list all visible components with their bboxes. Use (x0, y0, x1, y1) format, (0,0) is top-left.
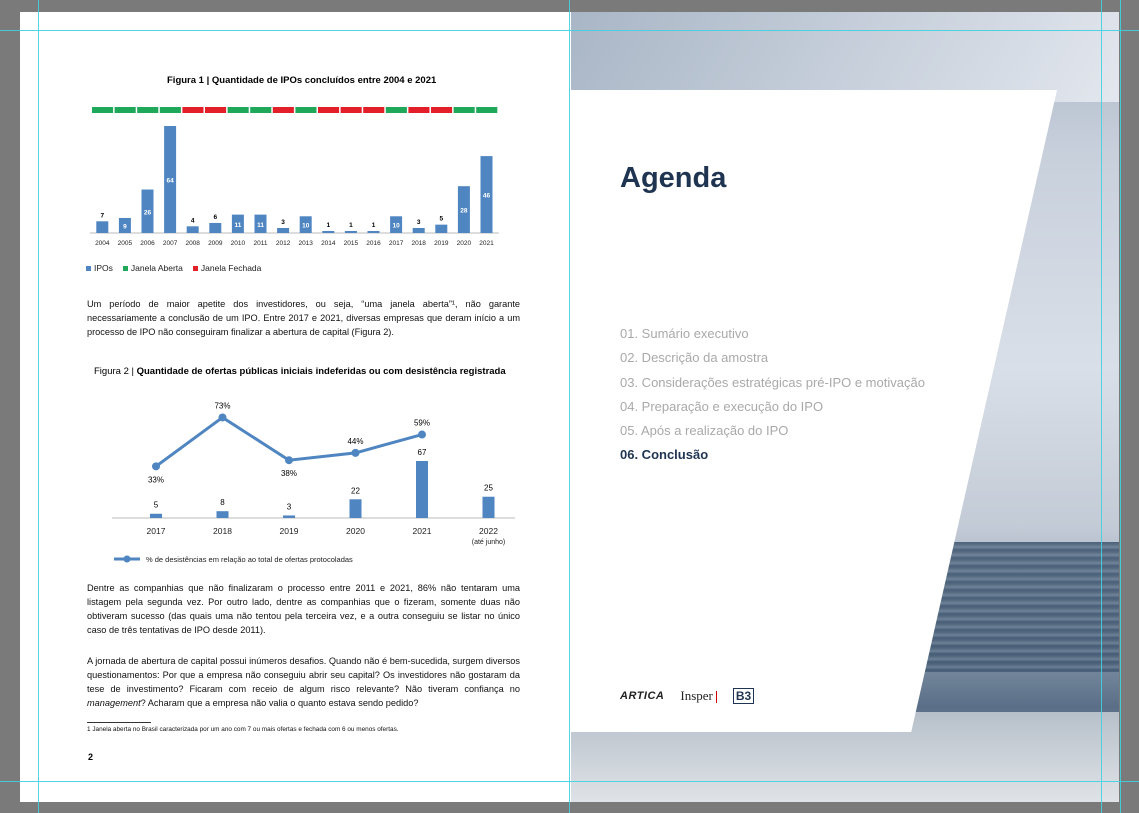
window-strip-segment (408, 107, 429, 113)
window-strip-segment (205, 107, 226, 113)
window-strip-segment (454, 107, 475, 113)
offers-bar (217, 511, 229, 518)
x-tick-label: 2018 (411, 240, 426, 247)
offers-value-label: 67 (417, 448, 427, 457)
x-tick-label: 2020 (456, 240, 472, 247)
window-strip-segment (431, 107, 452, 113)
window-strip-segment (363, 107, 384, 113)
legend-point-swatch (124, 556, 131, 563)
paragraph-1: Um período de maior apetite dos investidores, ou seja, “uma janela aberta”¹, não garante necessariamente a conclusão de um IPO. Entre 2017 e 2021, diversas empresas que deram início a um processo de IPO não conseguiram finalizar a abertura de capital (Figura 2). (87, 299, 520, 337)
paragraph-2: Dentre as companhias que não finalizaram o processo entre 2011 e 2021, 86% não tentaram uma listagem pela segunda vez. Por outro lado, dentre as companhias que o fizeram, somente duas não obtiveram sucesso (das quais uma não tentou pela terceira vez, e a outra conseguiu se listar no único caso de três tentativas de IPO desde 2011). (87, 583, 520, 635)
ipo-bar (413, 228, 425, 233)
ipo-bar (187, 226, 199, 233)
withdrawal-pct-label: 44% (347, 436, 364, 446)
figure2-title-prefix: Figura 2 | (94, 366, 137, 377)
ipo-bar (96, 221, 108, 233)
withdrawal-pct-point (352, 449, 360, 457)
x-tick-label: 2019 (279, 526, 299, 536)
x-tick-label: 2015 (343, 240, 359, 247)
paragraph-3: A jornada de abertura de capital possui inúmeros desafios. Quando não é bem-sucedida, surgem diversos questionamentos: Por que a empresa não conseguiu abrir seu capital? Os investidores não gostaram da tese de investimento? Ficaram com receio de algum risco relevante? Não tiveram confiança no management? Acharam que a empresa não valia o quanto estava sendo pedido? (87, 656, 520, 708)
figure2-title (94, 366, 506, 377)
withdrawal-pct-point (285, 456, 293, 464)
agenda-item-1[interactable]: 01. Sumário executivo (620, 326, 749, 341)
window-strip-segment (250, 107, 271, 113)
window-strip-segment (386, 107, 407, 113)
x-tick-sublabel: (até junho) (471, 539, 506, 546)
ipo-bar (435, 225, 447, 233)
figure1-title-text: Quantidade de IPOs concluídos entre 2004 e 2021 (211, 75, 437, 86)
window-strip-segment (228, 107, 249, 113)
x-tick-label: 2006 (140, 240, 155, 247)
withdrawal-pct-label: 73% (214, 401, 231, 411)
x-tick-label: 2014 (321, 240, 336, 247)
ipo-bar (345, 231, 357, 233)
ipo-value-label: 5 (439, 215, 444, 223)
window-strip-segment (160, 107, 181, 113)
x-tick-label: 2010 (230, 240, 246, 247)
agenda-item-2[interactable]: 02. Descrição da amostra (620, 350, 769, 366)
ipo-value-label: 26 (143, 209, 152, 217)
layout-guide (1120, 0, 1121, 813)
ipo-value-label: 1 (349, 222, 353, 229)
agenda-list (620, 326, 925, 472)
page-number: 2 (88, 752, 94, 762)
x-tick-label: 2021 (479, 240, 494, 247)
figure2-title-text: Quantidade de ofertas públicas iniciais indeferidas ou com desistência registrada (136, 366, 506, 377)
ipo-bar (209, 223, 221, 233)
ipo-value-label: 64 (166, 177, 174, 185)
x-tick-label: 2020 (346, 526, 365, 536)
ipo-value-label: 11 (234, 221, 242, 229)
window-strip-segment (137, 107, 158, 113)
artica-logo: ARTICA (620, 690, 665, 702)
x-tick-label: 2013 (298, 240, 313, 247)
agenda-item-3[interactable]: 03. Considerações estratégicas pré-IPO e motivação (620, 374, 925, 390)
withdrawal-pct-point (152, 462, 160, 470)
x-tick-label: 2012 (275, 240, 291, 247)
window-strip-segment (476, 107, 497, 113)
ipo-value-label: 6 (213, 213, 218, 221)
x-tick-label: 2017 (146, 526, 166, 536)
x-tick-label: 2011 (253, 240, 268, 247)
x-tick-label: 2017 (388, 240, 404, 247)
left-page (20, 12, 571, 802)
withdrawal-pct-point (418, 431, 426, 439)
ipo-value-label: 1 (326, 222, 331, 229)
window-strip-segment (273, 107, 294, 113)
ipo-value-label: 7 (100, 212, 105, 220)
ipo-bar (277, 228, 289, 233)
offers-bar (416, 461, 428, 518)
x-tick-label: 2019 (434, 240, 449, 247)
legend-closed-window: Janela Fechada (193, 263, 262, 273)
offers-value-label: 3 (286, 502, 292, 512)
insper-logo: Insper (680, 688, 717, 704)
ipo-bar (322, 231, 334, 233)
right-page (571, 12, 1119, 802)
x-tick-label: 2009 (208, 240, 223, 247)
x-tick-label: 2021 (412, 526, 432, 536)
offers-value-label: 8 (220, 498, 225, 508)
withdrawal-pct-label: 59% (413, 418, 431, 428)
agenda-item-4[interactable]: 04. Preparação e execução do IPO (620, 398, 824, 414)
ipo-value-label: 11 (257, 221, 264, 229)
ipo-value-label: 10 (392, 222, 400, 230)
withdrawal-pct-label: 38% (280, 469, 298, 479)
withdrawals-combo-chart (90, 390, 520, 568)
agenda-item-5[interactable]: 05. Após a realização do IPO (620, 423, 789, 439)
figure1-title (167, 75, 436, 86)
footnote: 1 Janela aberta no Brasil caracterizada por um ano com 7 ou mais ofertas e fechada com 6 ou menos ofertas. (87, 726, 399, 733)
offers-bar (150, 514, 162, 518)
x-tick-label: 2004 (95, 240, 110, 247)
layout-guide (0, 30, 1139, 31)
b3-logo: B3 (733, 688, 754, 704)
layout-guide (1101, 0, 1102, 813)
legend-ipos: IPOs (86, 263, 113, 273)
ipo-value-label: 9 (123, 223, 127, 231)
x-tick-label: 2007 (162, 240, 178, 247)
ipo-value-label: 3 (281, 218, 285, 226)
x-tick-label: 2018 (213, 526, 232, 536)
ipo-value-label: 1 (371, 222, 376, 229)
offers-bar (483, 497, 495, 518)
figure2-legend-label: % de desistências em relação ao total de ofertas protocoladas (146, 555, 353, 564)
ipo-value-label: 3 (416, 218, 421, 226)
figure1-legend (86, 263, 261, 273)
layout-guide (569, 0, 570, 813)
ipo-bar-chart (80, 100, 510, 255)
x-tick-label: 2005 (117, 240, 133, 247)
ipo-value-label: 28 (460, 207, 468, 215)
window-strip-segment (182, 107, 203, 113)
legend-open-window: Janela Aberta (123, 263, 183, 273)
agenda-item-6[interactable]: 06. Conclusão (620, 447, 709, 463)
footnote-divider (87, 722, 151, 723)
withdrawal-pct-point (219, 413, 227, 421)
layout-guide (0, 781, 1139, 782)
offers-value-label: 22 (351, 486, 360, 496)
withdrawal-pct-label: 33% (147, 475, 165, 485)
x-tick-label: 2022 (479, 526, 498, 536)
ipo-value-label: 4 (190, 217, 195, 225)
ipo-value-label: 10 (302, 222, 310, 230)
x-tick-label: 2016 (366, 240, 381, 247)
offers-bar (283, 515, 295, 518)
offers-value-label: 5 (153, 500, 159, 510)
ipo-value-label: 46 (482, 192, 491, 200)
sail-photo-top (571, 12, 1119, 102)
layout-guide (38, 0, 39, 813)
ipo-bar (368, 231, 380, 233)
agenda-title: Agenda (620, 162, 727, 194)
window-strip-segment (295, 107, 316, 113)
window-strip-segment (115, 107, 136, 113)
offers-bar (350, 499, 362, 518)
figure1-title-prefix: Figura 1 | (167, 75, 212, 86)
x-tick-label: 2008 (185, 240, 200, 247)
window-strip-segment (92, 107, 113, 113)
partner-logos (620, 688, 754, 704)
window-strip-segment (341, 107, 362, 113)
offers-value-label: 25 (484, 483, 493, 493)
window-strip-segment (318, 107, 339, 113)
